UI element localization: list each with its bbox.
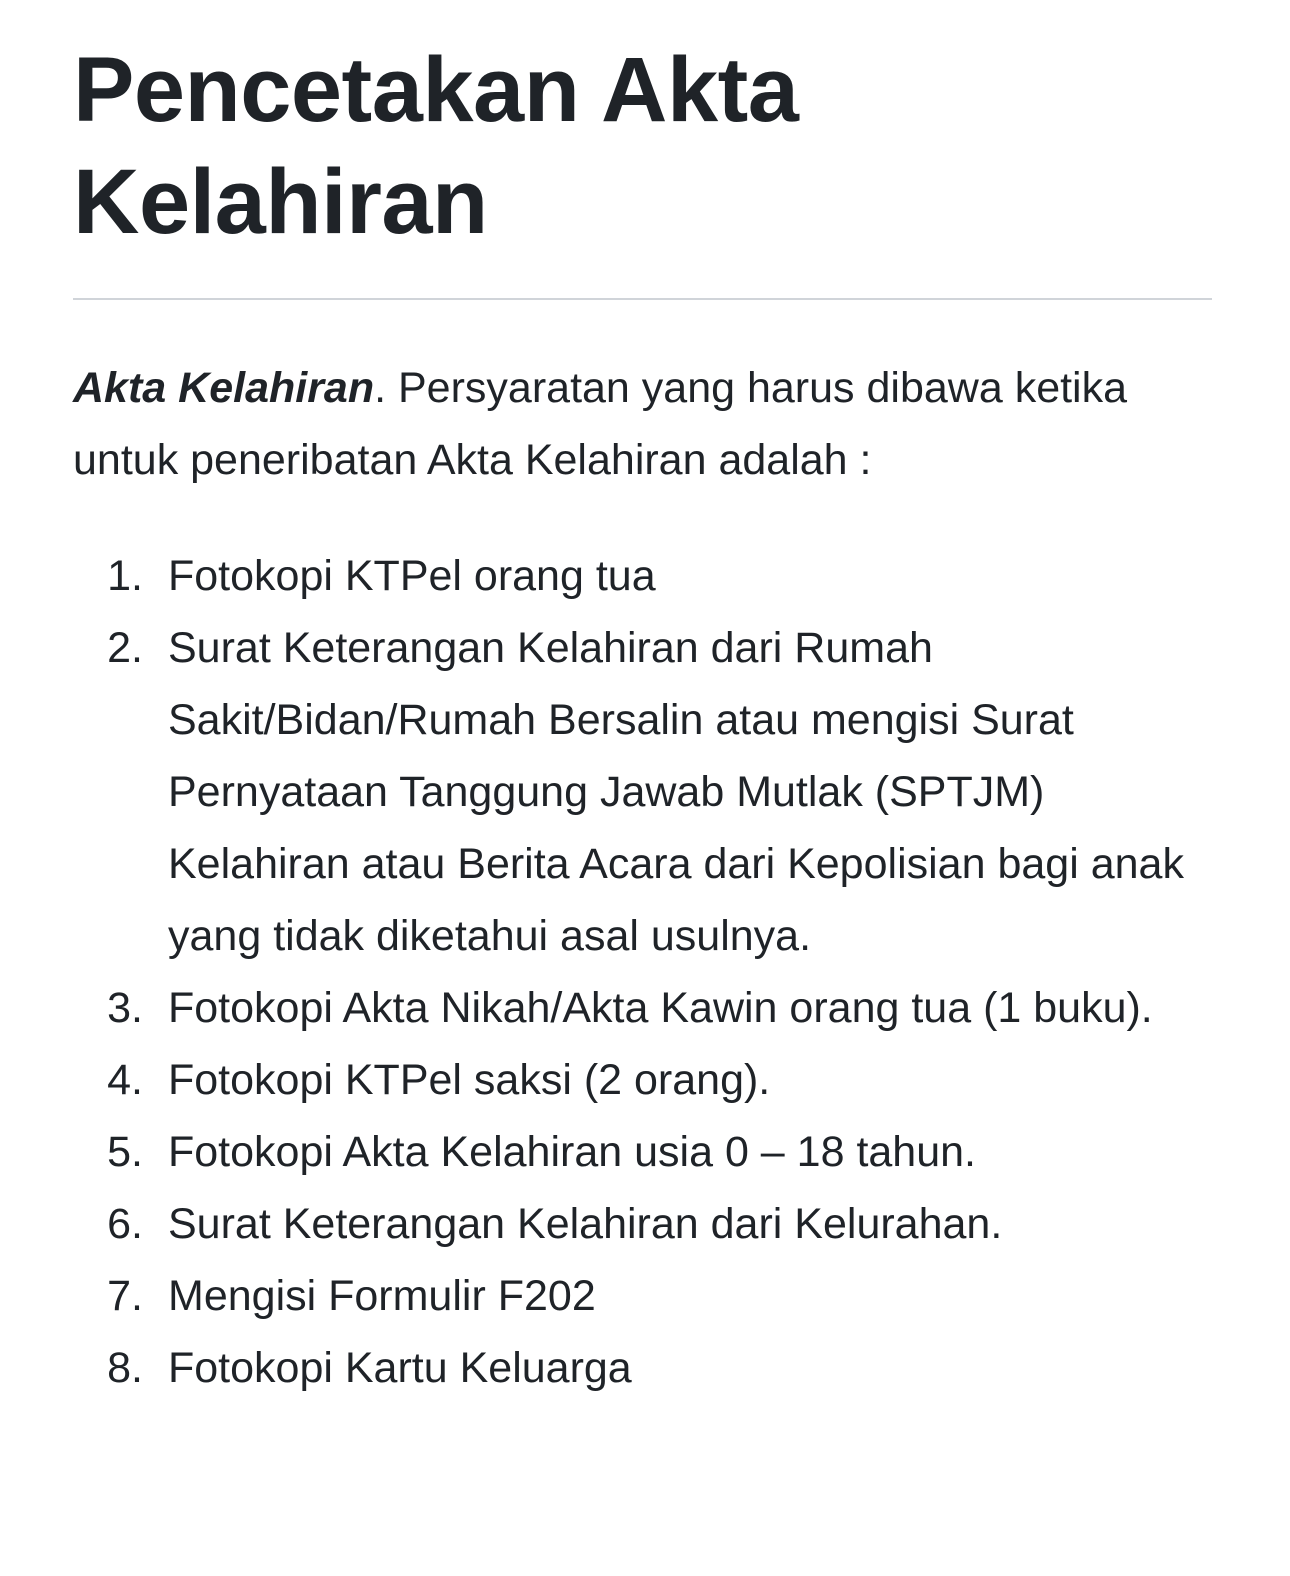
list-item-number: 4. <box>107 1056 143 1104</box>
list-item-number: 6. <box>107 1200 143 1248</box>
list-item <box>73 1332 1213 1404</box>
list-item-text: Mengisi Formulir F202 <box>168 1272 596 1320</box>
list-item-text: Surat Keterangan Kelahiran dari Kelurahan. <box>168 1200 1003 1248</box>
intro-text: . Persyaratan yang harus dibawa ketika untuk peneribatan Akta Kelahiran adalah : <box>73 364 1128 484</box>
list-item-text: Surat Keterangan Kelahiran dari Rumah Sakit/Bidan/Rumah Bersalin atau mengisi Surat Pernyataan Tanggung Jawab Mutlak (SPTJM) Kelahiran atau Berita Acara dari Kepolisian bagi anak yang tidak diketahui asal usulnya. <box>168 624 1184 960</box>
list-item <box>73 612 1213 972</box>
list-item-number: 7. <box>107 1272 143 1320</box>
list-item <box>73 972 1213 1044</box>
list-item <box>73 1044 1213 1116</box>
article-content <box>73 34 1213 1404</box>
intro-emphasis: Akta Kelahiran <box>73 364 375 412</box>
list-item-number: 8. <box>107 1344 143 1392</box>
list-item-text: Fotokopi KTPel saksi (2 orang). <box>168 1056 771 1104</box>
list-item <box>73 1260 1213 1332</box>
list-item-text: Fotokopi Kartu Keluarga <box>168 1344 632 1392</box>
list-item-number: 3. <box>107 984 143 1032</box>
list-item <box>73 1116 1213 1188</box>
list-item-text: Fotokopi KTPel orang tua <box>168 552 656 600</box>
list-item-text: Fotokopi Akta Kelahiran usia 0 – 18 tahun. <box>168 1128 976 1176</box>
requirements-list <box>73 540 1213 1404</box>
list-item-number: 1. <box>107 552 143 600</box>
page-title: Pencetakan Akta Kelahiran <box>73 39 799 253</box>
list-item <box>73 540 1213 612</box>
list-item <box>73 1188 1213 1260</box>
list-item-number: 5. <box>107 1128 143 1176</box>
title-divider <box>73 298 1212 300</box>
list-item-number: 2. <box>107 624 143 672</box>
list-item-text: Fotokopi Akta Nikah/Akta Kawin orang tua (1 buku). <box>168 984 1153 1032</box>
intro-paragraph <box>73 352 1213 496</box>
